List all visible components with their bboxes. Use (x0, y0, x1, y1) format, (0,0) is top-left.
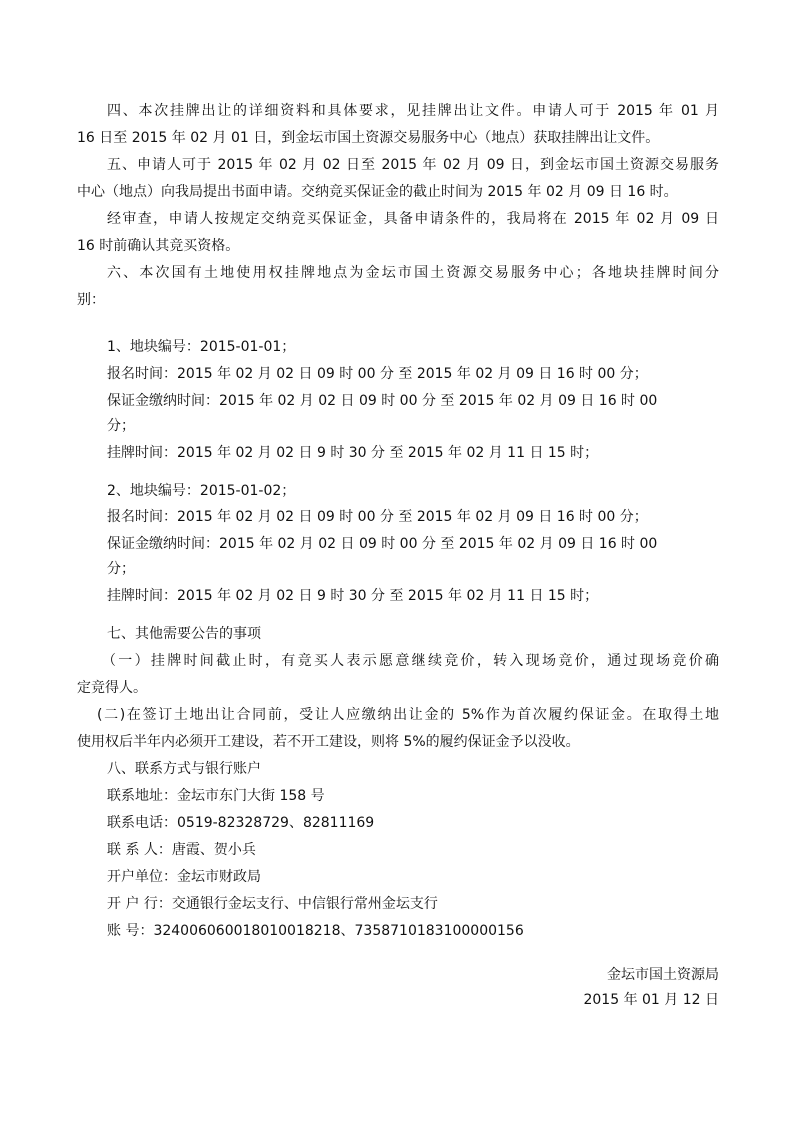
section-5-line-2: 中心（地点）向我局提出书面申请。交纳竞买保证金的截止时间为 2015 年 02 月 09 日 16 时。 (77, 184, 678, 200)
parcel-1-deposit-time-cont: 分； (107, 418, 135, 434)
parcel-1-signup-time: 报名时间：2015 年 02 月 02 日 09 时 00 分 至 2015 年 02 月 09 日 16 时 00 分； (107, 366, 648, 382)
parcel-1-title: 1、地块编号：2015-01-01； (107, 339, 296, 355)
section-4-line-1: 四、本次挂牌出让的详细资料和具体要求，见挂牌出让文件。申请人可于 2015 年 01 月 (107, 103, 719, 119)
item-1-line-2: 定竞得人。 (77, 680, 147, 696)
contact-person: 联 系 人：唐霞、贺小兵 (107, 842, 256, 858)
item-1-line-1: （一）挂牌时间截止时，有竞买人表示愿意继续竞价，转入现场竞价，通过现场竞价确 (102, 653, 719, 669)
section-6-line-2: 别： (77, 292, 105, 308)
account-bank: 开 户 行：交通银行金坛支行、中信银行常州金坛支行 (107, 896, 438, 912)
parcel-1-deposit-time: 保证金缴纳时间：2015 年 02 月 02 日 09 时 00 分 至 2015 年 02 月 09 日 16 时 00 (107, 393, 658, 409)
parcel-2-title: 2、地块编号：2015-01-02； (107, 483, 296, 499)
parcel-2-deposit-time-cont: 分； (107, 561, 135, 577)
signature-date: 2015 年 01 月 12 日 (583, 992, 719, 1008)
qualification-line-2: 16 时前确认其竞买资格。 (77, 238, 240, 254)
item-2-line-2: 使用权后半年内必须开工建设，若不开工建设，则将 5%的履约保证金予以没收。 (77, 734, 580, 750)
section-7-heading: 七、其他需要公告的事项 (107, 626, 261, 642)
parcel-2-deposit-time: 保证金缴纳时间：2015 年 02 月 02 日 09 时 00 分 至 2015 年 02 月 09 日 16 时 00 (107, 536, 658, 552)
contact-phone: 联系电话：0519-82328729、82811169 (107, 815, 375, 831)
parcel-1-listing-time: 挂牌时间：2015 年 02 月 02 日 9 时 30 分 至 2015 年 02 月 11 日 15 时； (107, 445, 599, 461)
parcel-2-listing-time: 挂牌时间：2015 年 02 月 02 日 9 时 30 分 至 2015 年 02 月 11 日 15 时； (107, 588, 599, 604)
section-8-heading: 八、联系方式与银行账户 (107, 761, 261, 777)
section-6-line-1: 六、本次国有土地使用权挂牌地点为金坛市国土资源交易服务中心；各地块挂牌时间分 (107, 265, 719, 281)
account-number: 账 号：32400606001801001821​8、7358710183100000156 (107, 923, 524, 939)
section-4-line-2: 16 日至 2015 年 02 月 01 日，到金坛市国土资源交易服务中心（地点）获取挂牌出让文件。 (77, 130, 660, 146)
qualification-line-1: 经审查，申请人按规定交纳竞买保证金，具备申请条件的，我局将在 2015 年 02 月 09 日 (107, 211, 719, 227)
account-unit: 开户单位：金坛市财政局 (107, 869, 261, 885)
section-5-line-1: 五、申请人可于 2015 年 02 月 02 日至 2015 年 02 月 09 日，到金坛市国土资源交易服务 (107, 157, 719, 173)
signature-org: 金坛市国土资源局 (607, 967, 719, 983)
item-2-line-1: (二)在签订土地出让合同前，受让人应缴纳出让金的 5%作为首次履约保证金。在取得土地 (97, 707, 719, 723)
parcel-2-signup-time: 报名时间：2015 年 02 月 02 日 09 时 00 分 至 2015 年 02 月 09 日 16 时 00 分； (107, 509, 648, 525)
contact-address: 联系地址：金坛市东门大街 158 号 (107, 788, 325, 804)
